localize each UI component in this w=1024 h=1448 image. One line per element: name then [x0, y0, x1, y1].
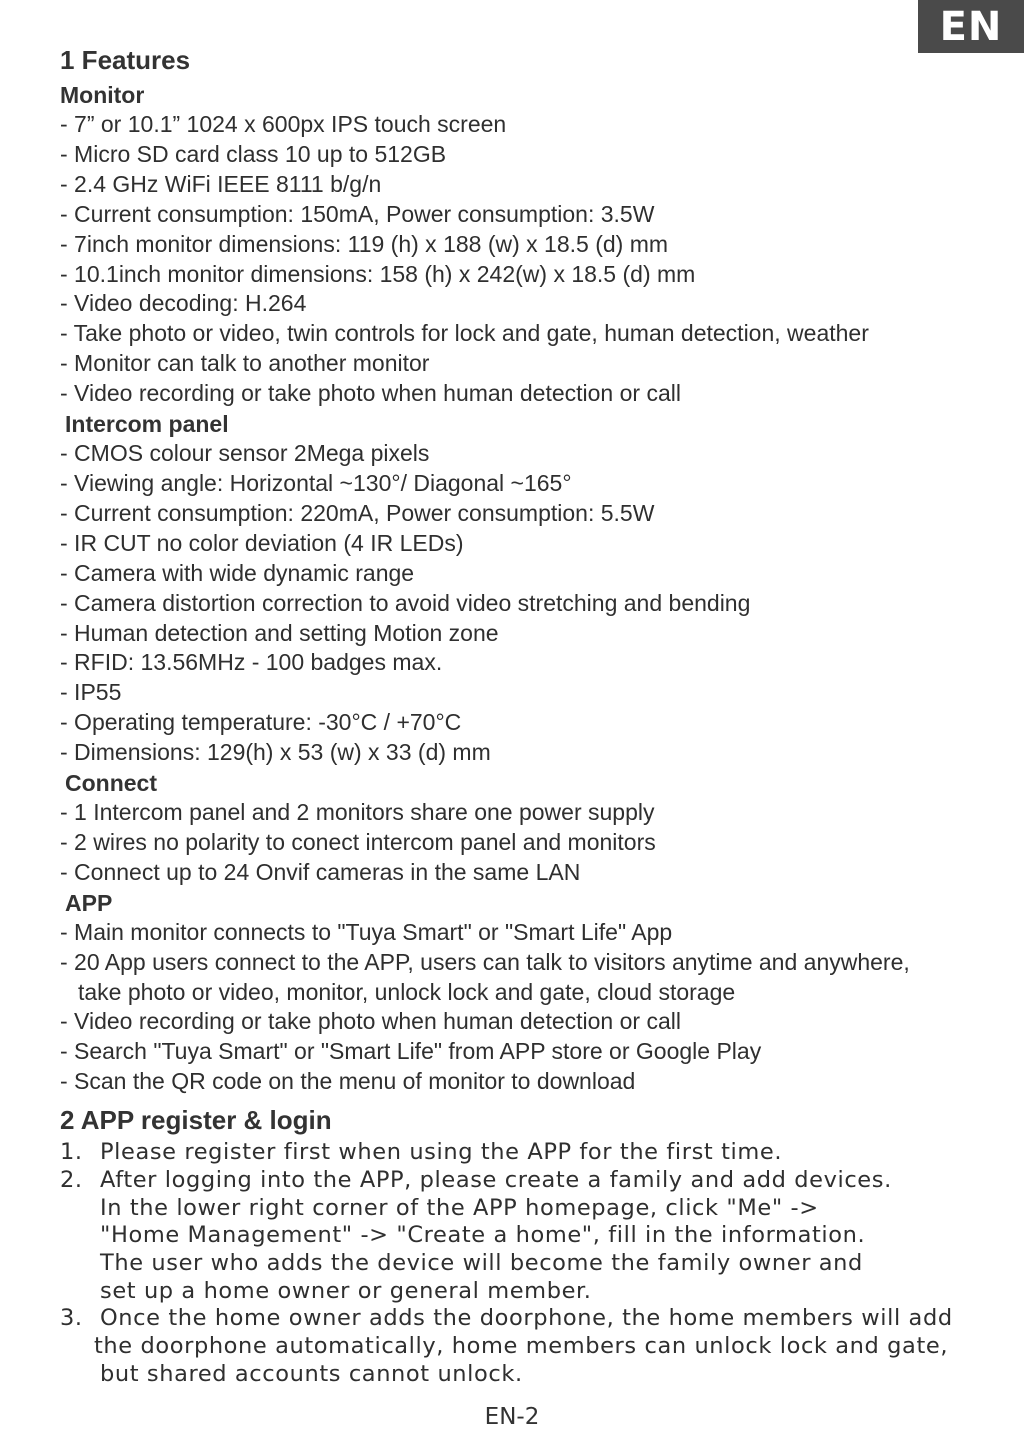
step-3	[60, 1305, 980, 1333]
section-2-title: 2 APP register & login	[60, 1105, 332, 1136]
monitor-spec-item: - 2.4 GHz WiFi IEEE 8111 b/g/n	[60, 170, 382, 197]
intercom-spec-item: - Viewing angle: Horizontal ~130°/ Diagonal ~165°	[60, 469, 572, 496]
step-text: Please register first when using the APP for the first time.	[100, 1139, 783, 1166]
monitor-spec-item: - Video decoding: H.264	[60, 290, 307, 317]
app-spec-item-continuation: take photo or video, monitor, unlock lock and gate, cloud storage	[78, 978, 736, 1005]
monitor-spec-item: - Current consumption: 150mA, Power consumption: 3.5W	[60, 200, 655, 227]
step-number: 1.	[60, 1139, 83, 1166]
step-2-continuation: "Home Management" -> "Create a home", fill in the information.	[100, 1222, 866, 1249]
step-text: Once the home owner adds the doorphone, the home members will add	[100, 1305, 953, 1332]
page-number: EN-2	[484, 1404, 540, 1430]
step-2-continuation: The user who adds the device will become the family owner and	[100, 1250, 863, 1276]
connect-spec-item: - Connect up to 24 Onvif cameras in the same LAN	[60, 858, 581, 885]
step-3-continuation: but shared accounts cannot unlock.	[100, 1360, 523, 1387]
step-2	[60, 1167, 980, 1195]
app-heading: APP	[65, 889, 113, 916]
connect-spec-item: - 2 wires no polarity to conect intercom panel and monitors	[60, 828, 656, 855]
monitor-spec-item: - Micro SD card class 10 up to 512GB	[60, 140, 447, 167]
monitor-spec-item: - Take photo or video, twin controls for lock and gate, human detection, weather	[60, 320, 869, 347]
section-1-title: 1 Features	[60, 45, 191, 75]
monitor-heading: Monitor	[60, 82, 145, 108]
step-number: 2.	[60, 1166, 83, 1193]
step-1	[60, 1139, 980, 1167]
app-spec-item: - 20 App users connect to the APP, users can talk to visitors anytime and anywhere,	[60, 948, 910, 975]
language-badge: EN	[918, 0, 1024, 53]
monitor-spec-item: - Monitor can talk to another monitor	[60, 350, 430, 377]
step-2-continuation: In the lower right corner of the APP homepage, click "Me" ->	[100, 1194, 819, 1221]
monitor-spec-item: - 7” or 10.1” 1024 x 600px IPS touch screen	[60, 111, 507, 137]
app-spec-item: - Search "Tuya Smart" or "Smart Life" from APP store or Google Play	[60, 1038, 762, 1065]
intercom-spec-item: - Human detection and setting Motion zone	[60, 619, 499, 646]
intercom-spec-item: - IP55	[60, 679, 122, 706]
connect-heading: Connect	[65, 770, 157, 797]
step-2-continuation: set up a home owner or general member.	[100, 1277, 592, 1304]
monitor-spec-item: - 10.1inch monitor dimensions: 158 (h) x 242(w) x 18.5 (d) mm	[60, 260, 696, 287]
intercom-spec-item: - Operating temperature: -30°C / +70°C	[60, 709, 462, 736]
intercom-spec-item: - Camera with wide dynamic range	[60, 559, 415, 586]
intercom-panel-heading: Intercom panel	[65, 411, 229, 438]
step-number: 3.	[60, 1305, 83, 1332]
intercom-spec-item: - IR CUT no color deviation (4 IR LEDs)	[60, 529, 464, 556]
intercom-spec-item: - Dimensions: 129(h) x 53 (w) x 33 (d) mm	[60, 739, 491, 766]
intercom-spec-item: - RFID: 13.56MHz - 100 badges max.	[60, 649, 443, 676]
app-spec-item: - Video recording or take photo when human detection or call	[60, 1008, 681, 1035]
monitor-spec-item: - 7inch monitor dimensions: 119 (h) x 188 (w) x 18.5 (d) mm	[60, 230, 669, 257]
monitor-spec-item: - Video recording or take photo when human detection or call	[60, 380, 681, 407]
connect-spec-item: - 1 Intercom panel and 2 monitors share one power supply	[60, 799, 655, 826]
intercom-spec-item: - Camera distortion correction to avoid video stretching and bending	[60, 589, 751, 616]
step-text: After logging into the APP, please create a family and add devices.	[100, 1166, 892, 1193]
app-spec-item: - Scan the QR code on the menu of monitor to download	[60, 1068, 636, 1095]
manual-page	[60, 40, 980, 1389]
step-3-continuation: the doorphone automatically, home members can unlock lock and gate,	[94, 1333, 949, 1360]
app-spec-item: - Main monitor connects to "Tuya Smart" or "Smart Life" App	[60, 918, 673, 945]
intercom-spec-item: - CMOS colour sensor 2Mega pixels	[60, 440, 430, 467]
intercom-spec-item: - Current consumption: 220mA, Power consumption: 5.5W	[60, 499, 655, 526]
